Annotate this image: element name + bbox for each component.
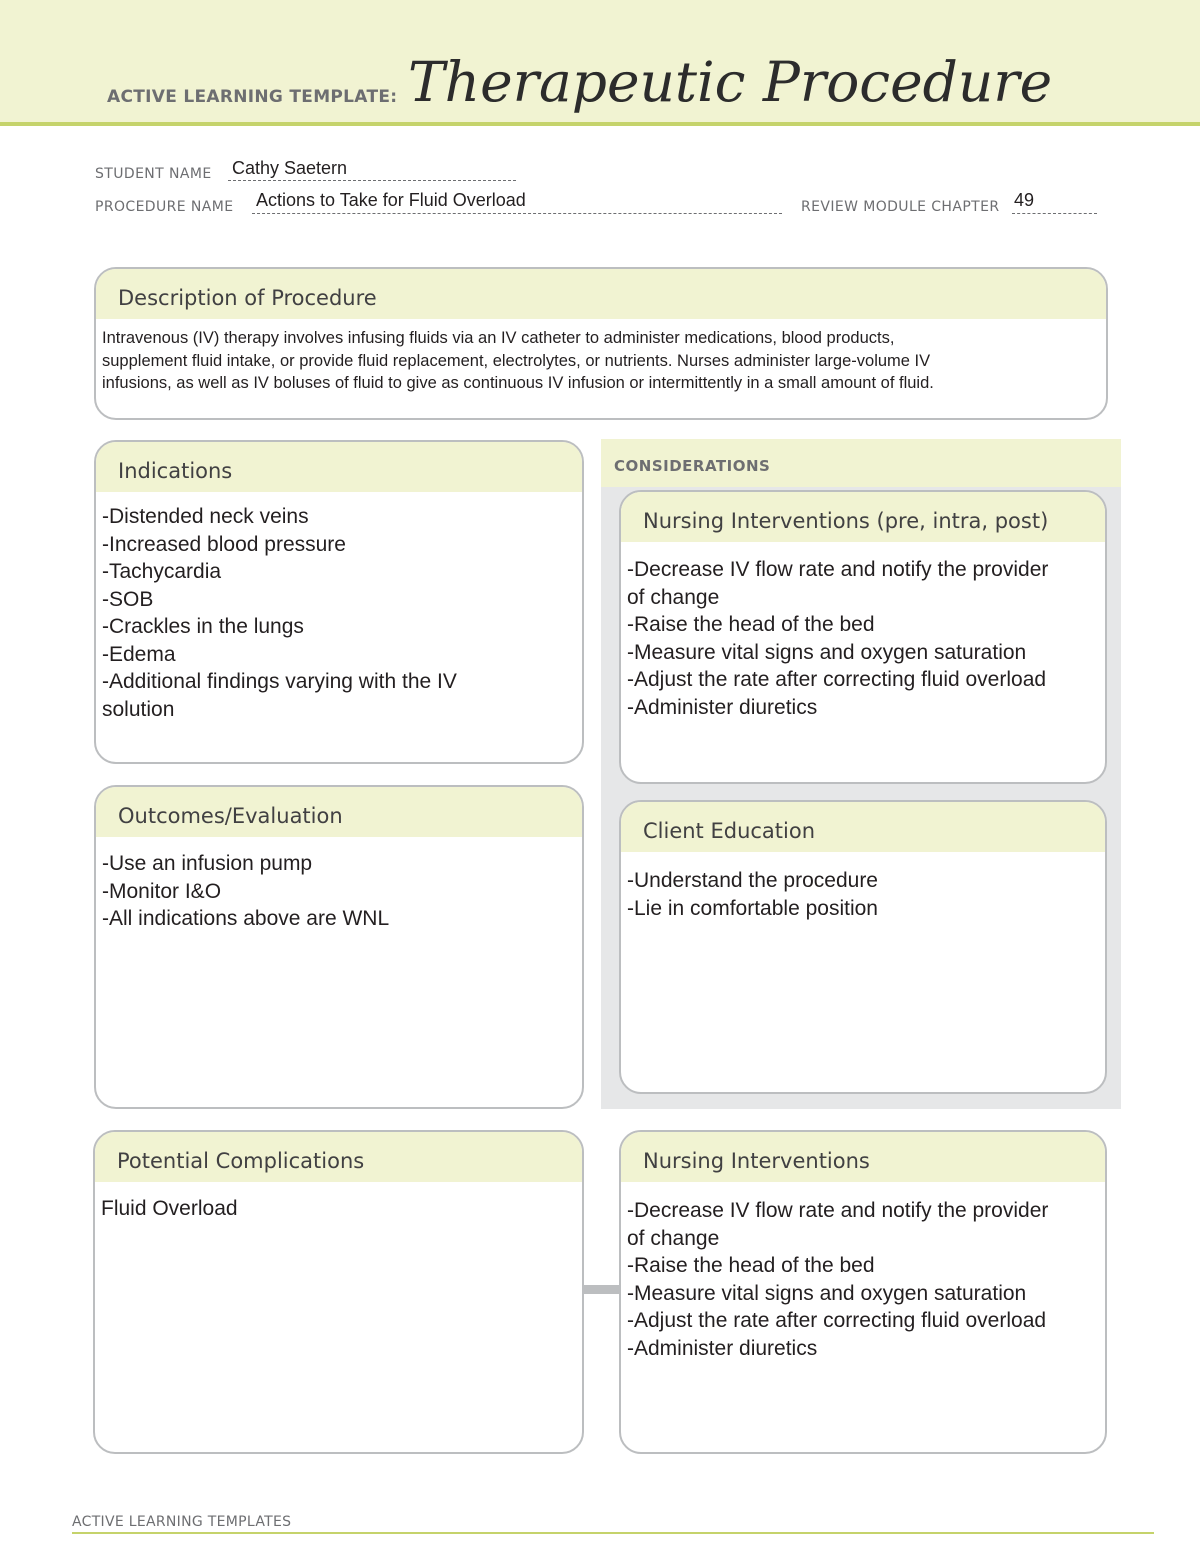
procedure-name-underline: [252, 213, 782, 214]
intervention-item: -Raise the head of the bed: [627, 1254, 875, 1277]
client-education-box: [619, 800, 1107, 1094]
outcome-item: -All indications above are WNL: [102, 907, 390, 930]
education-item: -Lie in comfortable position: [627, 896, 878, 920]
considerations-label: CONSIDERATIONS: [614, 457, 771, 475]
description-box: [94, 267, 1108, 420]
intervention-item: -Measure vital signs and oxygen saturation: [627, 640, 1027, 664]
intervention-item: of change: [627, 585, 720, 609]
complications-box: [93, 1130, 584, 1454]
outcomes-heading: Outcomes/Evaluation: [96, 787, 582, 837]
intervention-item: -Decrease IV flow rate and notify the provider: [627, 558, 1049, 581]
outcomes-text[interactable]: [96, 837, 582, 933]
description-line: supplement fluid intake, or provide fluid replacement, electrolytes, or nutrients. Nurses administer large-volume IV: [102, 351, 931, 370]
intervention-item: -Administer diuretics: [627, 695, 818, 719]
outcome-item: -Monitor I&O: [102, 879, 222, 903]
student-name-underline: [228, 180, 516, 181]
intervention-item: of change: [627, 1226, 720, 1250]
indication-item: -Crackles in the lungs: [102, 615, 304, 638]
intervention-item: -Administer diuretics: [627, 1336, 818, 1360]
client-education-text[interactable]: [621, 852, 1105, 922]
intervention-item: -Measure vital signs and oxygen saturation: [627, 1281, 1027, 1305]
complications-text[interactable]: [95, 1182, 582, 1223]
footer-text: ACTIVE LEARNING TEMPLATES: [72, 1514, 292, 1530]
indications-text[interactable]: [96, 492, 582, 723]
nursing-interventions-text[interactable]: [621, 1182, 1105, 1362]
indication-item: -Tachycardia: [102, 560, 222, 583]
indication-item: -Edema: [102, 642, 176, 666]
review-module-field[interactable]: 49: [1014, 190, 1035, 210]
indication-item: -SOB: [102, 587, 154, 611]
review-module-underline: [1012, 213, 1097, 214]
page-title: Therapeutic Procedure: [408, 50, 1053, 114]
client-education-heading: Client Education: [621, 802, 1105, 852]
indication-item: -Additional findings varying with the IV: [102, 670, 457, 693]
review-module-label: REVIEW MODULE CHAPTER: [801, 199, 1000, 215]
nursing-interventions-pip-text[interactable]: [621, 542, 1105, 721]
indication-item: -Increased blood pressure: [102, 532, 346, 556]
procedure-name-field[interactable]: Actions to Take for Fluid Overload: [256, 190, 526, 210]
intervention-item: -Adjust the rate after correcting fluid overload: [627, 668, 1047, 691]
description-line: Intravenous (IV) therapy involves infusing fluids via an IV catheter to administer medications, blood products,: [102, 329, 895, 347]
template-prefix: ACTIVE LEARNING TEMPLATE:: [107, 87, 398, 107]
footer-rule: [72, 1532, 1154, 1534]
nursing-interventions-pip-heading: Nursing Interventions (pre, intra, post): [621, 492, 1105, 542]
complication-item: Fluid Overload: [101, 1197, 238, 1220]
procedure-name-label: PROCEDURE NAME: [95, 199, 234, 215]
indication-item: -Distended neck veins: [102, 505, 309, 528]
intervention-item: -Raise the head of the bed: [627, 613, 875, 636]
indications-box: [94, 440, 584, 764]
nursing-interventions-box: [619, 1130, 1107, 1454]
nursing-interventions-heading: Nursing Interventions: [621, 1132, 1105, 1182]
intervention-item: -Adjust the rate after correcting fluid overload: [627, 1309, 1047, 1332]
description-heading: Description of Procedure: [96, 269, 1106, 319]
outcomes-box: [94, 785, 584, 1109]
description-line: infusions, as well as IV boluses of fluid to give as continuous IV infusion or intermittently in a small amount of fluid.: [102, 374, 934, 392]
intervention-item: -Decrease IV flow rate and notify the provider: [627, 1199, 1049, 1222]
indication-item: solution: [102, 697, 175, 721]
outcome-item: -Use an infusion pump: [102, 852, 313, 875]
student-name-label: STUDENT NAME: [95, 166, 212, 182]
indications-heading: Indications: [96, 442, 582, 492]
complications-heading: Potential Complications: [95, 1132, 582, 1182]
student-name-field[interactable]: Cathy Saetern: [232, 158, 348, 178]
nursing-interventions-pip-box: [619, 490, 1107, 784]
education-item: -Understand the procedure: [627, 869, 878, 892]
description-text[interactable]: [96, 319, 1106, 395]
connector-bar: [582, 1285, 622, 1294]
